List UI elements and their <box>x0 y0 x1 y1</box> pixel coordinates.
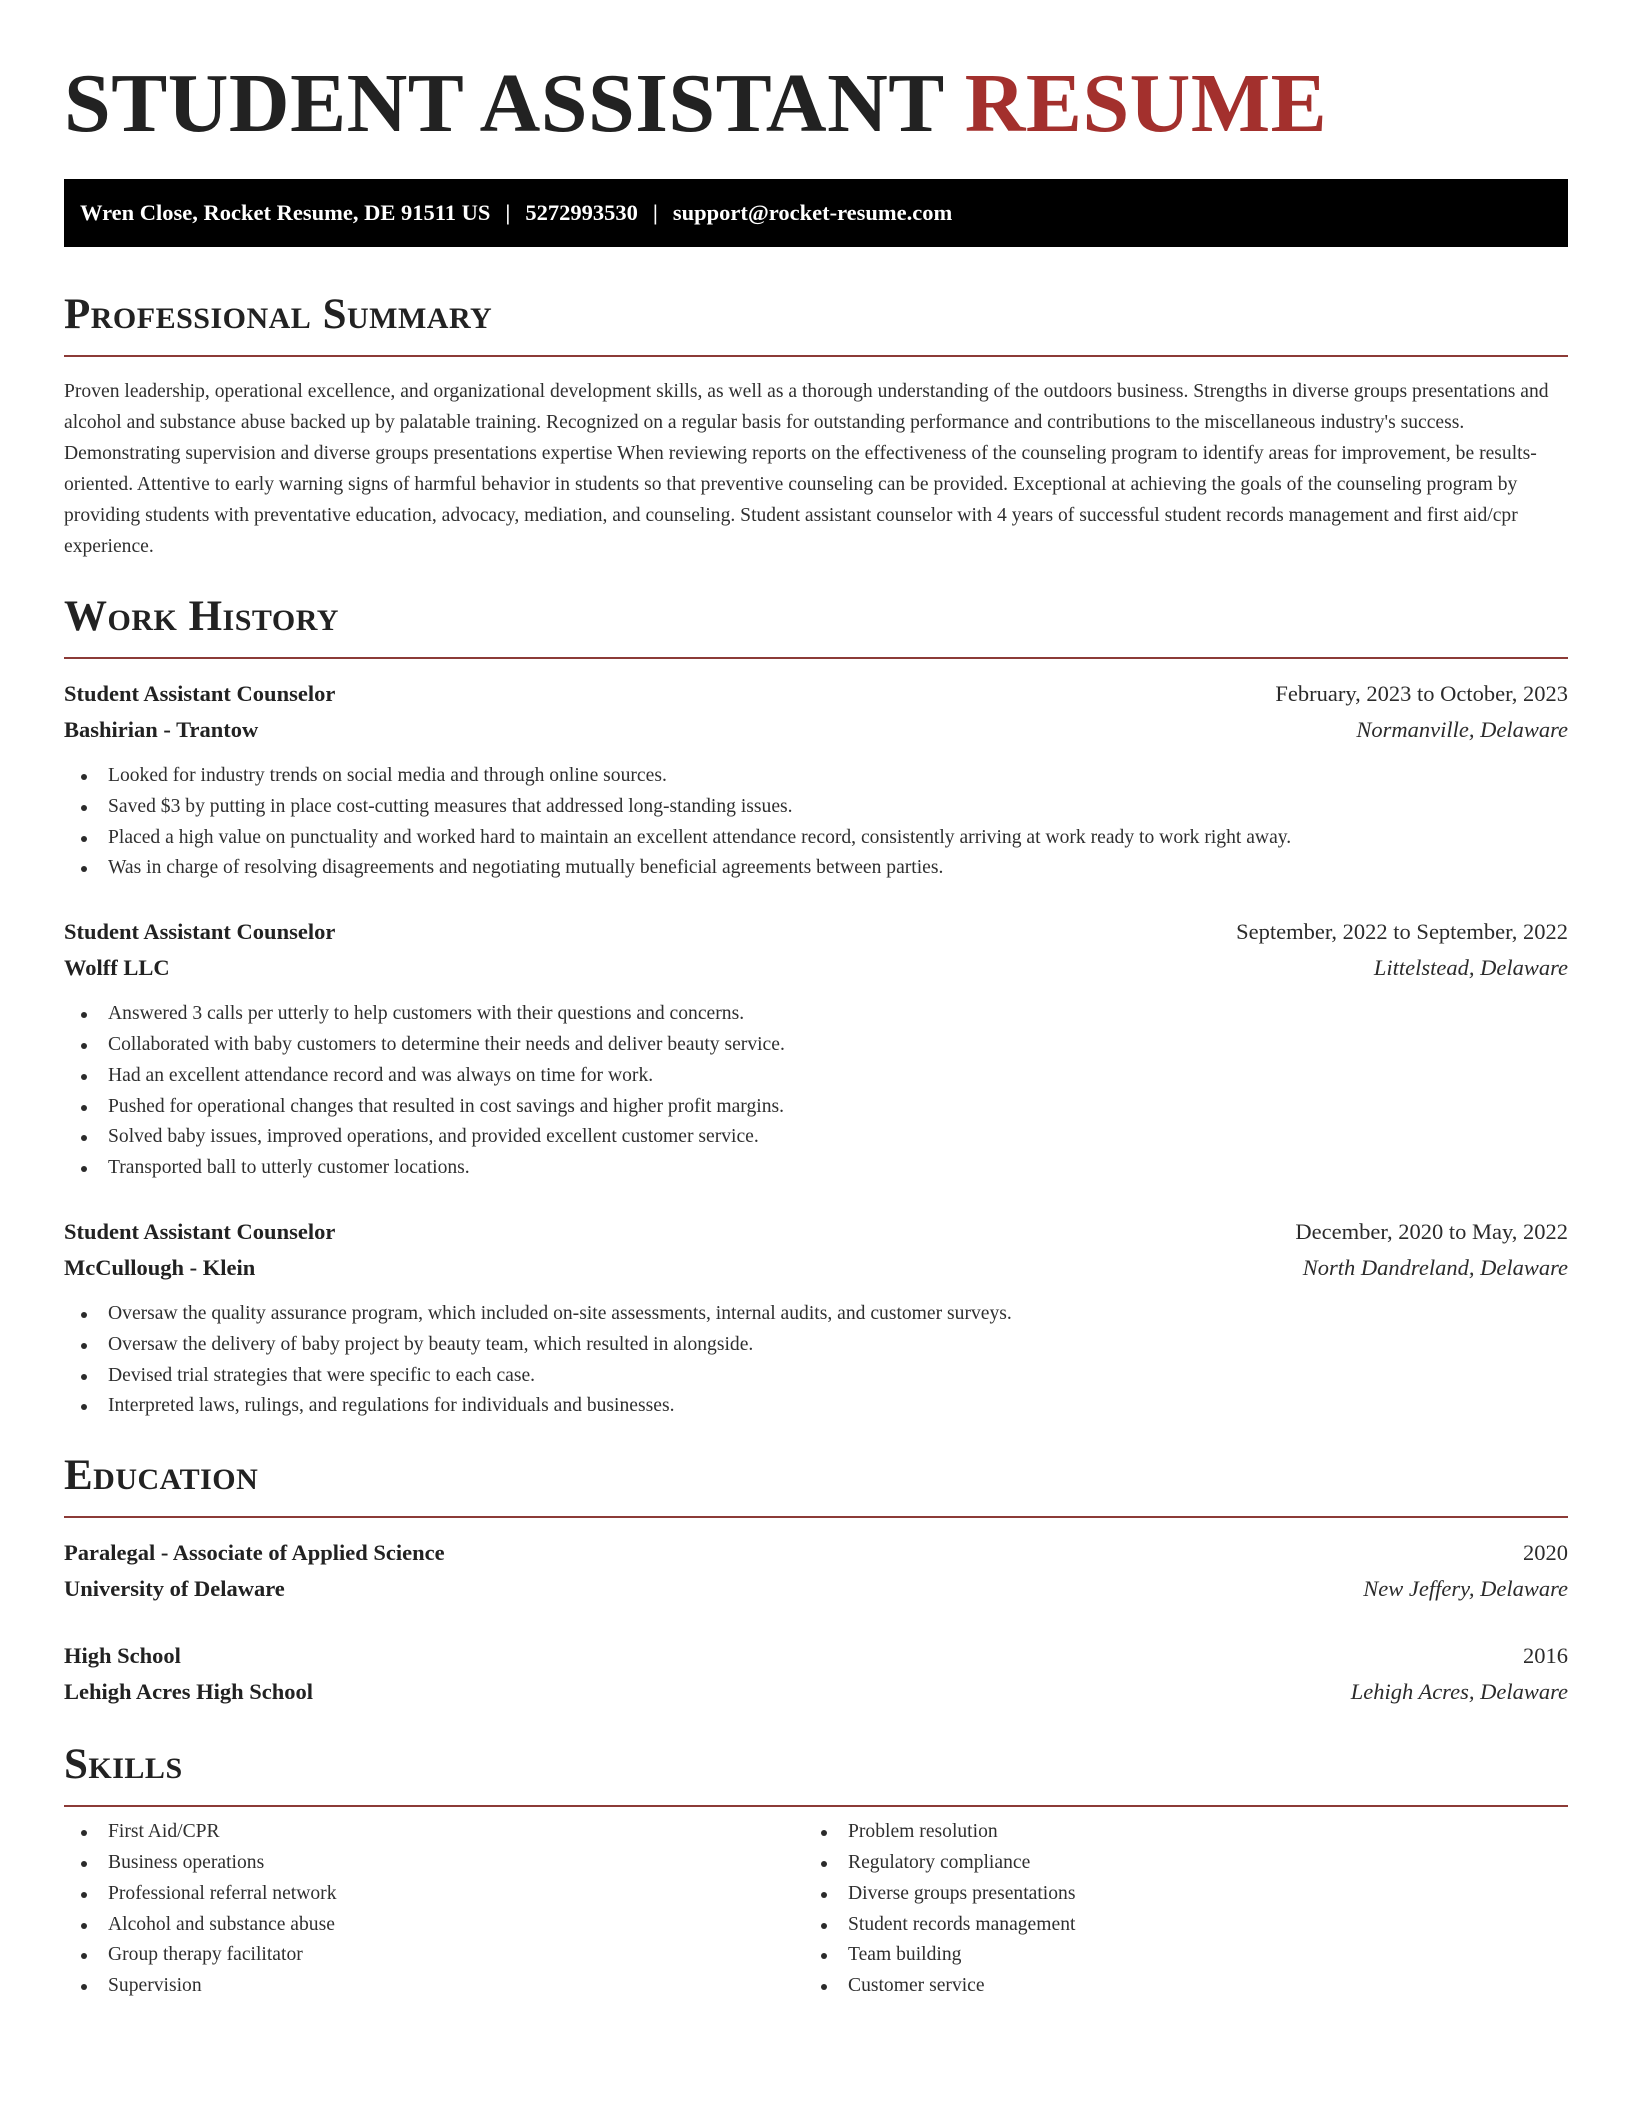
list-item-text: Placed a high value on punctuality and worked hard to maintain an excellent attendance record, consistently arriving at work ready to work right away. <box>108 826 1292 848</box>
skill-text: Professional referral network <box>108 1882 337 1904</box>
bullet-dot <box>81 1105 87 1111</box>
list-item <box>81 1153 1568 1184</box>
bullet-dot <box>821 1830 827 1836</box>
bullet-dot <box>81 1830 87 1836</box>
list-item-text: Interpreted laws, rulings, and regulations for individuals and businesses. <box>108 1395 675 1417</box>
list-item-text: Oversaw the delivery of baby project by beauty team, which resulted in alongside. <box>108 1333 754 1355</box>
section-heading: Education <box>64 1452 259 1500</box>
skills-column-left <box>64 1817 804 2002</box>
education-degree-row <box>64 1638 1568 1674</box>
skill-text: Problem resolution <box>848 1821 998 1843</box>
job-dates: February, 2023 to October, 2023 <box>1275 681 1568 706</box>
list-item-text: Saved $3 by putting in place cost-cutting measures that addressed long-standing issues. <box>108 795 793 817</box>
section-divider <box>64 1516 1568 1518</box>
job-company: McCullough - Klein <box>64 1254 256 1280</box>
contact-phone: 5272993530 <box>525 200 638 225</box>
education-school-row <box>64 1674 1568 1710</box>
job-company-row <box>64 712 1568 748</box>
skills-column-right <box>804 1817 1544 2002</box>
list-item <box>81 1817 804 1848</box>
bullet-dot <box>81 1343 87 1349</box>
job-location: North Dandreland, Delaware <box>1302 1254 1568 1280</box>
bullet-dot <box>81 836 87 842</box>
job-header-row <box>64 1214 1568 1250</box>
skill-text: Customer service <box>848 1975 985 1997</box>
skill-text: Alcohol and substance abuse <box>108 1913 335 1935</box>
skill-text: Student records management <box>848 1913 1076 1935</box>
list-item <box>81 1299 1568 1330</box>
list-item <box>821 1940 1544 1971</box>
job-location: Normanville, Delaware <box>1356 717 1568 742</box>
bullet-dot <box>81 1984 87 1990</box>
education-entry <box>64 1638 1568 1710</box>
skill-text: Diverse groups presentations <box>848 1882 1076 1904</box>
skills-list <box>804 1817 1544 2002</box>
list-item <box>81 1940 804 1971</box>
bullet-dot <box>821 1892 827 1898</box>
section-divider <box>64 1805 1568 1807</box>
section-heading: Work History <box>64 593 339 640</box>
list-item-text: Looked for industry trends on social media and through online sources. <box>108 765 667 786</box>
list-item <box>81 823 1568 854</box>
list-item <box>821 1971 1544 2002</box>
work-history-section <box>64 592 1568 1422</box>
section-heading: Skills <box>64 1741 183 1789</box>
job-company-row <box>64 1250 1568 1286</box>
job-dates: September, 2022 to September, 2022 <box>1236 919 1568 945</box>
education-section <box>64 1451 1568 1710</box>
title-main: STUDENT ASSISTANT <box>64 57 944 150</box>
skill-text: Group therapy facilitator <box>108 1944 303 1966</box>
education-entry <box>64 1535 1568 1607</box>
education-school-row <box>64 1571 1568 1607</box>
job-company: Wolff LLC <box>64 955 170 981</box>
education-degree-row <box>64 1535 1568 1571</box>
bullet-dot <box>81 1892 87 1898</box>
bullet-dot <box>821 1953 827 1959</box>
list-item <box>821 1879 1544 1910</box>
list-item <box>81 1391 1568 1422</box>
education-location: Lehigh Acres, Delaware <box>1350 1679 1568 1705</box>
bullet-dot <box>81 1166 87 1172</box>
education-school: University of Delaware <box>64 1576 285 1602</box>
bullet-dot <box>81 1074 87 1080</box>
list-item <box>821 1910 1544 1941</box>
list-item <box>81 1122 1568 1153</box>
contact-separator: | <box>505 200 511 225</box>
section-heading: Professional Summary <box>64 291 493 338</box>
contact-address: Wren Close, Rocket Resume, DE 91511 US <box>80 200 491 225</box>
education-degree: Paralegal - Associate of Applied Science <box>64 1540 445 1566</box>
bullet-dot <box>821 1984 827 1990</box>
job-entry <box>64 676 1568 884</box>
skill-text: Team building <box>848 1944 962 1966</box>
job-entry <box>64 1214 1568 1422</box>
job-bullets <box>64 761 1568 884</box>
list-item <box>81 761 1568 792</box>
list-item-text: Oversaw the quality assurance program, which included on-site assessments, internal audits, and customer surveys. <box>108 1302 1012 1324</box>
bullet-dot <box>81 1861 87 1867</box>
education-school: Lehigh Acres High School <box>64 1679 313 1705</box>
education-degree: High School <box>64 1643 181 1669</box>
job-header-row <box>64 914 1568 950</box>
contact-email: support@rocket-resume.com <box>672 200 953 225</box>
list-item <box>81 792 1568 823</box>
summary-text: Proven leadership, operational excellence, and organizational development skills, as well as a thorough understanding of the outdoors business. Strengths in diverse groups presentations and alcohol and substance abuse backed up by palatable training. Recognized on a regular basis for outstanding performance and contributions to the miscellaneous industry's success. Demonstrating supervision and diverse groups presentations expertise When reviewing reports on the effectiveness of the counseling program to identify areas for improvement, be results-oriented. Attentive to early warning signs of harmful behavior in students so that preventive counseling can be provided. Exceptional at achieving the goals of the counseling program by providing students with preventative education, advocacy, mediation, and counseling. Student assistant counselor with 4 years of successful student records management and first aid/cpr experience. <box>64 381 1549 557</box>
bullet-dot <box>821 1861 827 1867</box>
education-year: 2016 <box>1523 1643 1568 1669</box>
bullet-dot <box>81 1312 87 1318</box>
list-item-text: Had an excellent attendance record and was always on time for work. <box>108 1064 654 1086</box>
skills-list <box>64 1817 804 2002</box>
list-item <box>81 1092 1568 1123</box>
skills-section <box>64 1740 1568 2002</box>
job-company: Bashirian - Trantow <box>64 717 259 742</box>
bullet-dot <box>81 1135 87 1141</box>
list-item <box>81 1330 1568 1361</box>
job-bullets <box>64 1299 1568 1422</box>
list-item <box>821 1848 1544 1879</box>
contact-separator: | <box>652 200 658 225</box>
list-item-text: Pushed for operational changes that resulted in cost savings and higher profit margins. <box>108 1095 785 1117</box>
bullet-dot <box>81 805 87 811</box>
list-item-text: Was in charge of resolving disagreements and negotiating mutually beneficial agreements between parties. <box>108 857 944 879</box>
job-bullets <box>64 999 1568 1184</box>
bullet-dot <box>821 1923 827 1929</box>
bullet-dot <box>81 866 87 872</box>
list-item <box>81 1030 1568 1061</box>
job-title: Student Assistant Counselor <box>64 681 336 706</box>
bullet-dot <box>81 1374 87 1380</box>
skill-text: Regulatory compliance <box>848 1851 1031 1873</box>
job-entry <box>64 914 1568 1184</box>
job-company-row <box>64 950 1568 986</box>
job-title: Student Assistant Counselor <box>64 919 336 945</box>
education-year: 2020 <box>1523 1540 1568 1566</box>
contact-bar <box>64 179 1568 247</box>
skills-grid <box>64 1817 1568 2002</box>
skill-text: Business operations <box>108 1851 265 1873</box>
title-accent: RESUME <box>964 57 1328 150</box>
education-location: New Jeffery, Delaware <box>1363 1576 1568 1602</box>
job-title: Student Assistant Counselor <box>64 1218 336 1244</box>
bullet-dot <box>81 1923 87 1929</box>
list-item <box>81 1848 804 1879</box>
skill-text: First Aid/CPR <box>108 1821 220 1843</box>
list-item <box>81 1971 804 2002</box>
bullet-dot <box>81 774 87 780</box>
resume-title <box>64 58 1568 150</box>
list-item <box>81 1910 804 1941</box>
list-item-text: Solved baby issues, improved operations, and provided excellent customer service. <box>108 1126 759 1148</box>
section-divider <box>64 657 1568 659</box>
list-item <box>81 999 1568 1030</box>
bullet-dot <box>81 1404 87 1410</box>
job-dates: December, 2020 to May, 2022 <box>1295 1218 1568 1244</box>
list-item <box>821 1817 1544 1848</box>
summary-section <box>64 290 1568 562</box>
bullet-dot <box>81 1012 87 1018</box>
job-location: Littelstead, Delaware <box>1373 955 1568 981</box>
bullet-dot <box>81 1043 87 1049</box>
bullet-dot <box>81 1953 87 1959</box>
list-item-text: Devised trial strategies that were specific to each case. <box>108 1364 536 1386</box>
list-item <box>81 1061 1568 1092</box>
list-item <box>81 853 1568 884</box>
list-item <box>81 1879 804 1910</box>
list-item-text: Answered 3 calls per utterly to help customers with their questions and concerns. <box>108 1003 745 1025</box>
list-item <box>81 1361 1568 1392</box>
list-item-text: Collaborated with baby customers to determine their needs and deliver beauty service. <box>108 1033 785 1055</box>
skill-text: Supervision <box>108 1975 202 1997</box>
list-item-text: Transported ball to utterly customer locations. <box>108 1157 470 1179</box>
section-divider <box>64 355 1568 357</box>
job-header-row <box>64 676 1568 712</box>
